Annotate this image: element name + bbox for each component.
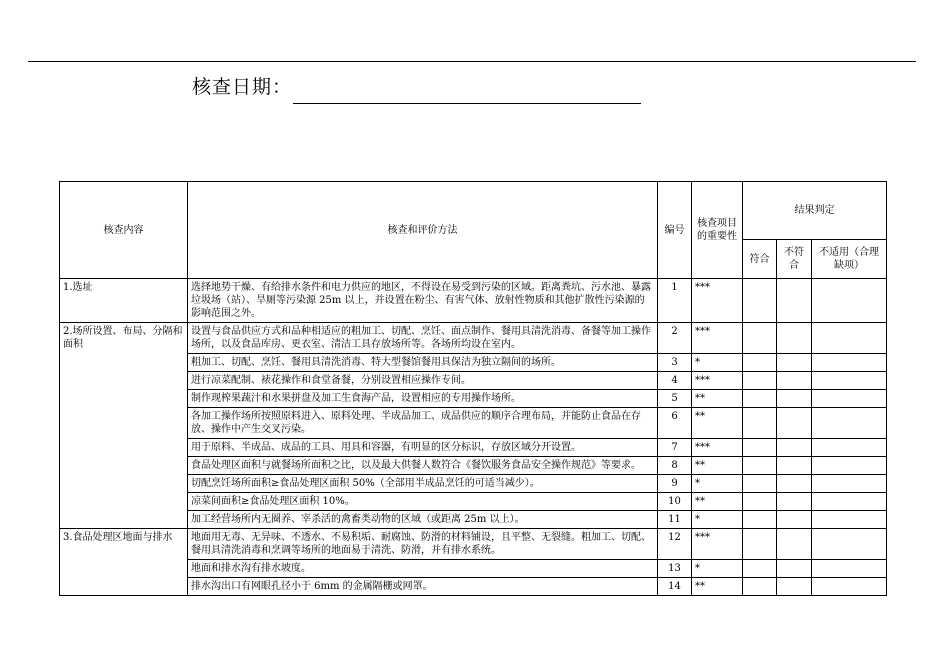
pass-checkbox-cell[interactable] — [743, 475, 777, 493]
importance-cell: *** — [692, 372, 743, 390]
item-number: 2 — [658, 323, 692, 354]
fail-checkbox-cell[interactable] — [777, 279, 812, 323]
na-checkbox-cell[interactable] — [812, 439, 887, 457]
item-number: 6 — [658, 408, 692, 439]
importance-cell: *** — [692, 279, 743, 323]
section-title: 2.场所设置、布局、分隔和面积 — [60, 323, 188, 529]
section-title: 3.食品处理区地面与排水 — [60, 529, 188, 596]
header-pass: 符合 — [743, 240, 777, 279]
importance-cell: ** — [692, 578, 743, 596]
item-number: 7 — [658, 439, 692, 457]
pass-checkbox-cell[interactable] — [743, 408, 777, 439]
method-cell: 凉菜间面积≥食品处理区面积 10%。 — [188, 493, 658, 511]
pass-checkbox-cell[interactable] — [743, 390, 777, 408]
fail-checkbox-cell[interactable] — [777, 372, 812, 390]
pass-checkbox-cell[interactable] — [743, 493, 777, 511]
pass-checkbox-cell[interactable] — [743, 372, 777, 390]
fail-checkbox-cell[interactable] — [777, 323, 812, 354]
na-checkbox-cell[interactable] — [812, 457, 887, 475]
fail-checkbox-cell[interactable] — [777, 390, 812, 408]
date-row — [192, 72, 292, 104]
header-method: 核查和评价方法 — [188, 182, 658, 279]
top-divider — [28, 61, 916, 62]
method-cell: 粗加工、切配、烹饪、餐用具清洗消毒、特大型餐馆餐用具保洁为独立隔间的场所。 — [188, 354, 658, 372]
na-checkbox-cell[interactable] — [812, 390, 887, 408]
na-checkbox-cell[interactable] — [812, 529, 887, 560]
method-cell: 用于原料、半成品、成品的工具、用具和容器，有明显的区分标识，存放区域分开设置。 — [188, 439, 658, 457]
table-row — [60, 279, 887, 323]
header-number: 编号 — [658, 182, 692, 279]
header-result: 结果判定 — [743, 182, 887, 240]
item-number: 11 — [658, 511, 692, 529]
importance-cell: ** — [692, 457, 743, 475]
importance-cell: *** — [692, 439, 743, 457]
importance-cell: *** — [692, 323, 743, 354]
importance-cell: ** — [692, 390, 743, 408]
method-cell: 各加工操作场所按照原料进入、原料处理、半成品加工、成品供应的顺序合理布局，并能防止食品在存放、操作中产生交叉污染。 — [188, 408, 658, 439]
importance-cell: ** — [692, 408, 743, 439]
pass-checkbox-cell[interactable] — [743, 279, 777, 323]
fail-checkbox-cell[interactable] — [777, 529, 812, 560]
fail-checkbox-cell[interactable] — [777, 578, 812, 596]
item-number: 12 — [658, 529, 692, 560]
fail-checkbox-cell[interactable] — [777, 457, 812, 475]
method-cell: 制作现榨果蔬汁和水果拼盘及加工生食海产品，设置相应的专用操作场所。 — [188, 390, 658, 408]
header-importance: 核查项目的重要性 — [692, 182, 743, 279]
item-number: 1 — [658, 279, 692, 323]
item-number: 8 — [658, 457, 692, 475]
na-checkbox-cell[interactable] — [812, 578, 887, 596]
na-checkbox-cell[interactable] — [812, 372, 887, 390]
pass-checkbox-cell[interactable] — [743, 578, 777, 596]
header-fail: 不符合 — [777, 240, 812, 279]
pass-checkbox-cell[interactable] — [743, 457, 777, 475]
importance-cell: *** — [692, 529, 743, 560]
table-row — [60, 323, 887, 354]
importance-cell: * — [692, 511, 743, 529]
fail-checkbox-cell[interactable] — [777, 354, 812, 372]
importance-cell: * — [692, 354, 743, 372]
fail-checkbox-cell[interactable] — [777, 439, 812, 457]
item-number: 3 — [658, 354, 692, 372]
fail-checkbox-cell[interactable] — [777, 560, 812, 578]
pass-checkbox-cell[interactable] — [743, 529, 777, 560]
section-title: 1.选址 — [60, 279, 188, 323]
na-checkbox-cell[interactable] — [812, 323, 887, 354]
item-number: 5 — [658, 390, 692, 408]
fail-checkbox-cell[interactable] — [777, 408, 812, 439]
pass-checkbox-cell[interactable] — [743, 439, 777, 457]
pass-checkbox-cell[interactable] — [743, 354, 777, 372]
checklist-table — [59, 181, 887, 596]
method-cell: 食品处理区面积与就餐场所面积之比，以及最大供餐人数符合《餐饮服务食品安全操作规范》等要求。 — [188, 457, 658, 475]
method-cell: 设置与食品供应方式和品种相适应的粗加工、切配、烹饪、面点制作、餐用具清洗消毒、备餐等加工操作场所，以及食品库房、更衣室、清洁工具存放场所等。各场所均设在室内。 — [188, 323, 658, 354]
item-number: 14 — [658, 578, 692, 596]
method-cell: 地面和排水沟有排水坡度。 — [188, 560, 658, 578]
date-input-line[interactable] — [293, 103, 641, 104]
na-checkbox-cell[interactable] — [812, 511, 887, 529]
item-number: 4 — [658, 372, 692, 390]
method-cell: 排水沟出口有网眼孔径小于 6mm 的金属隔栅或网罩。 — [188, 578, 658, 596]
table-row — [60, 529, 887, 560]
method-cell: 进行凉菜配制、裱花操作和食堂备餐，分别设置相应操作专间。 — [188, 372, 658, 390]
method-cell: 切配烹饪场所面积≥食品处理区面积 50%（全部用半成品烹饪的可适当减少）。 — [188, 475, 658, 493]
header-content: 核查内容 — [60, 182, 188, 279]
pass-checkbox-cell[interactable] — [743, 511, 777, 529]
na-checkbox-cell[interactable] — [812, 493, 887, 511]
pass-checkbox-cell[interactable] — [743, 560, 777, 578]
method-cell: 加工经营场所内无圈养、宰杀活的禽畜类动物的区域（或距离 25m 以上）。 — [188, 511, 658, 529]
item-number: 13 — [658, 560, 692, 578]
method-cell: 选择地势干燥、有给排水条件和电力供应的地区，不得设在易受到污染的区域。距离粪坑、污水池、暴露垃圾场（站）、旱厕等污染源 25m 以上，并设置在粉尘、有害气体、放射性物质和其他扩散性污染源的影响范围之外。 — [188, 279, 658, 323]
importance-cell: * — [692, 475, 743, 493]
method-cell: 地面用无毒、无异味、不透水、不易积垢、耐腐蚀、防滑的材料铺设，且平整、无裂缝。粗加工、切配、餐用具清洗消毒和烹调等场所的地面易于清洗、防滑，并有排水系统。 — [188, 529, 658, 560]
na-checkbox-cell[interactable] — [812, 408, 887, 439]
importance-cell: ** — [692, 493, 743, 511]
date-label: 核查日期： — [192, 76, 293, 98]
fail-checkbox-cell[interactable] — [777, 511, 812, 529]
fail-checkbox-cell[interactable] — [777, 493, 812, 511]
na-checkbox-cell[interactable] — [812, 475, 887, 493]
fail-checkbox-cell[interactable] — [777, 475, 812, 493]
item-number: 9 — [658, 475, 692, 493]
header-na: 不适用（合理缺项） — [812, 240, 887, 279]
pass-checkbox-cell[interactable] — [743, 323, 777, 354]
na-checkbox-cell[interactable] — [812, 560, 887, 578]
na-checkbox-cell[interactable] — [812, 354, 887, 372]
item-number: 10 — [658, 493, 692, 511]
na-checkbox-cell[interactable] — [812, 279, 887, 323]
importance-cell: * — [692, 560, 743, 578]
